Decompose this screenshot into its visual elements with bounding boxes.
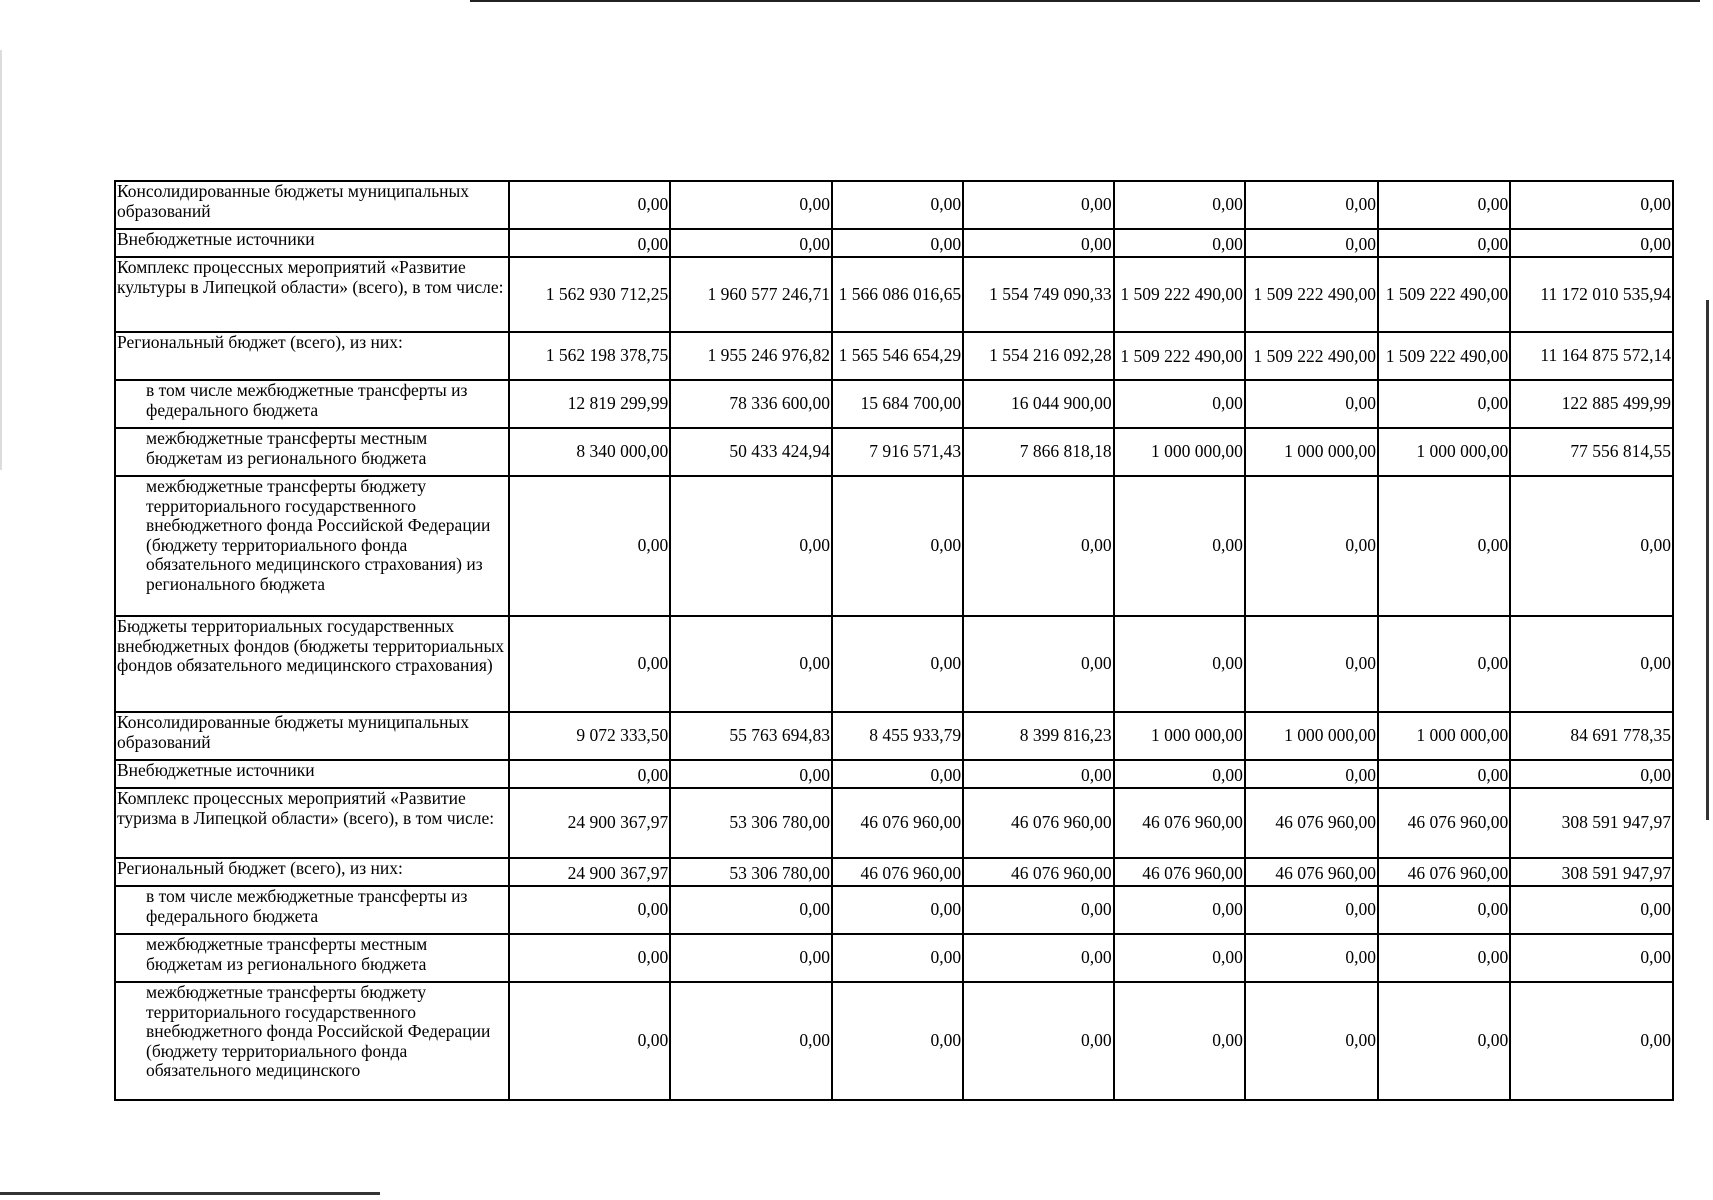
- value-cell: 0,00: [963, 760, 1114, 788]
- value-cell: 0,00: [1510, 886, 1673, 934]
- value-cell: 8 399 816,23: [963, 712, 1114, 760]
- value-cell: 0,00: [1114, 229, 1245, 257]
- value-cell: 24 900 367,97: [509, 788, 671, 858]
- value-cell: 46 076 960,00: [1245, 788, 1378, 858]
- value-cell: 1 565 546 654,29: [832, 332, 963, 380]
- value-cell: 0,00: [1378, 982, 1510, 1100]
- value-cell: 0,00: [1245, 886, 1378, 934]
- value-cell: 16 044 900,00: [963, 380, 1114, 428]
- value-cell: 0,00: [832, 181, 963, 229]
- row-label: Комплекс процессных мероприятий «Развитие культуры в Липецкой области» (всего), в том числе:: [115, 257, 509, 332]
- value-cell: 0,00: [1245, 229, 1378, 257]
- value-cell: 0,00: [1510, 982, 1673, 1100]
- value-cell: 1 509 222 490,00: [1245, 332, 1378, 380]
- row-label: в том числе межбюджетные трансферты из федерального бюджета: [115, 380, 509, 428]
- value-cell: 7 916 571,43: [832, 428, 963, 476]
- table-row: [115, 229, 1673, 257]
- value-cell: 0,00: [1114, 760, 1245, 788]
- value-cell: 0,00: [509, 886, 671, 934]
- value-cell: 1 000 000,00: [1114, 712, 1245, 760]
- value-cell: 55 763 694,83: [670, 712, 832, 760]
- scan-edge-left: [0, 50, 2, 470]
- value-cell: 0,00: [670, 934, 832, 982]
- value-cell: 1 509 222 490,00: [1378, 257, 1510, 332]
- value-cell: 1 000 000,00: [1378, 712, 1510, 760]
- value-cell: 0,00: [963, 181, 1114, 229]
- value-cell: 12 819 299,99: [509, 380, 671, 428]
- value-cell: 0,00: [832, 616, 963, 712]
- scan-edge-bottom: [0, 1192, 380, 1195]
- value-cell: 1 960 577 246,71: [670, 257, 832, 332]
- table-row: [115, 181, 1673, 229]
- value-cell: 0,00: [1114, 476, 1245, 616]
- scan-edge-right: [1706, 300, 1709, 820]
- table-row: [115, 476, 1673, 616]
- value-cell: 0,00: [1378, 886, 1510, 934]
- table-row: [115, 712, 1673, 760]
- value-cell: 77 556 814,55: [1510, 428, 1673, 476]
- row-label: Комплекс процессных мероприятий «Развитие туризма в Липецкой области» (всего), в том числе:: [115, 788, 509, 858]
- table-row: [115, 982, 1673, 1100]
- value-cell: 0,00: [963, 476, 1114, 616]
- value-cell: 53 306 780,00: [670, 858, 832, 886]
- value-cell: 0,00: [832, 476, 963, 616]
- value-cell: 0,00: [509, 982, 671, 1100]
- value-cell: 0,00: [832, 229, 963, 257]
- value-cell: 1 509 222 490,00: [1378, 332, 1510, 380]
- value-cell: 46 076 960,00: [1114, 788, 1245, 858]
- value-cell: 46 076 960,00: [963, 858, 1114, 886]
- value-cell: 0,00: [1378, 181, 1510, 229]
- value-cell: 0,00: [1378, 934, 1510, 982]
- value-cell: 0,00: [509, 229, 671, 257]
- value-cell: 308 591 947,97: [1510, 858, 1673, 886]
- row-label: межбюджетные трансферты местным бюджетам из регионального бюджета: [115, 428, 509, 476]
- table-row: [115, 428, 1673, 476]
- value-cell: 0,00: [1378, 476, 1510, 616]
- table-row: [115, 257, 1673, 332]
- value-cell: 1 566 086 016,65: [832, 257, 963, 332]
- value-cell: 1 000 000,00: [1378, 428, 1510, 476]
- table-body: [115, 181, 1673, 1100]
- value-cell: 46 076 960,00: [1378, 788, 1510, 858]
- table-row: [115, 934, 1673, 982]
- value-cell: 8 340 000,00: [509, 428, 671, 476]
- value-cell: 53 306 780,00: [670, 788, 832, 858]
- value-cell: 78 336 600,00: [670, 380, 832, 428]
- row-label: в том числе межбюджетные трансферты из федерального бюджета: [115, 886, 509, 934]
- value-cell: 0,00: [1510, 760, 1673, 788]
- row-label: Региональный бюджет (всего), из них:: [115, 858, 509, 886]
- value-cell: 0,00: [1510, 476, 1673, 616]
- value-cell: 46 076 960,00: [1245, 858, 1378, 886]
- row-label: межбюджетные трансферты бюджету территориального государственного внебюджетного фонда Российской Федерации (бюджету территориального фонда обязательного медицинского страхования) из регионального бюджета: [115, 476, 509, 616]
- row-label: межбюджетные трансферты местным бюджетам из регионального бюджета: [115, 934, 509, 982]
- value-cell: 0,00: [963, 616, 1114, 712]
- row-label: Внебюджетные источники: [115, 760, 509, 788]
- value-cell: 0,00: [1114, 616, 1245, 712]
- row-label: Региональный бюджет (всего), из них:: [115, 332, 509, 380]
- value-cell: 0,00: [1114, 886, 1245, 934]
- value-cell: 1 000 000,00: [1245, 428, 1378, 476]
- value-cell: 1 000 000,00: [1245, 712, 1378, 760]
- value-cell: 308 591 947,97: [1510, 788, 1673, 858]
- table-row: [115, 858, 1673, 886]
- value-cell: 11 172 010 535,94: [1510, 257, 1673, 332]
- value-cell: 0,00: [1114, 181, 1245, 229]
- value-cell: 50 433 424,94: [670, 428, 832, 476]
- value-cell: 0,00: [832, 760, 963, 788]
- value-cell: 11 164 875 572,14: [1510, 332, 1673, 380]
- value-cell: 15 684 700,00: [832, 380, 963, 428]
- value-cell: 84 691 778,35: [1510, 712, 1673, 760]
- value-cell: 0,00: [1245, 982, 1378, 1100]
- value-cell: 0,00: [963, 934, 1114, 982]
- value-cell: 0,00: [832, 934, 963, 982]
- value-cell: 46 076 960,00: [832, 788, 963, 858]
- scan-edge-top: [470, 0, 1700, 2]
- value-cell: 1 554 749 090,33: [963, 257, 1114, 332]
- value-cell: 0,00: [1245, 616, 1378, 712]
- value-cell: 0,00: [1245, 934, 1378, 982]
- value-cell: 0,00: [1114, 934, 1245, 982]
- value-cell: 0,00: [832, 886, 963, 934]
- value-cell: 0,00: [670, 886, 832, 934]
- value-cell: 0,00: [509, 760, 671, 788]
- value-cell: 0,00: [1114, 982, 1245, 1100]
- value-cell: 122 885 499,99: [1510, 380, 1673, 428]
- value-cell: 24 900 367,97: [509, 858, 671, 886]
- value-cell: 0,00: [1245, 380, 1378, 428]
- value-cell: 7 866 818,18: [963, 428, 1114, 476]
- value-cell: 0,00: [1378, 616, 1510, 712]
- value-cell: 1 509 222 490,00: [1114, 332, 1245, 380]
- budget-table: [114, 180, 1674, 1101]
- value-cell: 0,00: [1510, 616, 1673, 712]
- row-label: Консолидированные бюджеты муниципальных образований: [115, 181, 509, 229]
- value-cell: 0,00: [1245, 760, 1378, 788]
- value-cell: 0,00: [1245, 181, 1378, 229]
- value-cell: 0,00: [670, 982, 832, 1100]
- value-cell: 1 509 222 490,00: [1245, 257, 1378, 332]
- row-label: межбюджетные трансферты бюджету территориального государственного внебюджетного фонда Российской Федерации (бюджету территориального фонда обязательного медицинского: [115, 982, 509, 1100]
- value-cell: 46 076 960,00: [832, 858, 963, 886]
- value-cell: 0,00: [1510, 181, 1673, 229]
- value-cell: 46 076 960,00: [963, 788, 1114, 858]
- value-cell: 0,00: [670, 476, 832, 616]
- row-label: Бюджеты территориальных государственных внебюджетных фондов (бюджеты территориальных фондов обязательного медицинского страхования): [115, 616, 509, 712]
- value-cell: 0,00: [963, 229, 1114, 257]
- value-cell: 1 562 930 712,25: [509, 257, 671, 332]
- value-cell: 0,00: [1245, 476, 1378, 616]
- value-cell: 0,00: [963, 886, 1114, 934]
- table-row: [115, 760, 1673, 788]
- value-cell: 0,00: [1378, 229, 1510, 257]
- row-label: Консолидированные бюджеты муниципальных образований: [115, 712, 509, 760]
- value-cell: 1 562 198 378,75: [509, 332, 671, 380]
- value-cell: 0,00: [509, 476, 671, 616]
- value-cell: 0,00: [1378, 760, 1510, 788]
- table-row: [115, 788, 1673, 858]
- value-cell: 0,00: [1510, 229, 1673, 257]
- table-row: [115, 332, 1673, 380]
- value-cell: 1 000 000,00: [1114, 428, 1245, 476]
- value-cell: 1 554 216 092,28: [963, 332, 1114, 380]
- value-cell: 0,00: [1510, 934, 1673, 982]
- value-cell: 0,00: [670, 181, 832, 229]
- value-cell: 0,00: [1114, 380, 1245, 428]
- value-cell: 0,00: [670, 616, 832, 712]
- value-cell: 0,00: [670, 760, 832, 788]
- value-cell: 0,00: [509, 934, 671, 982]
- value-cell: 1 509 222 490,00: [1114, 257, 1245, 332]
- table-row: [115, 380, 1673, 428]
- value-cell: 0,00: [832, 982, 963, 1100]
- value-cell: 46 076 960,00: [1114, 858, 1245, 886]
- value-cell: 0,00: [670, 229, 832, 257]
- value-cell: 0,00: [509, 616, 671, 712]
- value-cell: 1 955 246 976,82: [670, 332, 832, 380]
- value-cell: 9 072 333,50: [509, 712, 671, 760]
- value-cell: 0,00: [509, 181, 671, 229]
- value-cell: 0,00: [1378, 380, 1510, 428]
- value-cell: 0,00: [963, 982, 1114, 1100]
- table-row: [115, 886, 1673, 934]
- table-row: [115, 616, 1673, 712]
- value-cell: 8 455 933,79: [832, 712, 963, 760]
- value-cell: 46 076 960,00: [1378, 858, 1510, 886]
- row-label: Внебюджетные источники: [115, 229, 509, 257]
